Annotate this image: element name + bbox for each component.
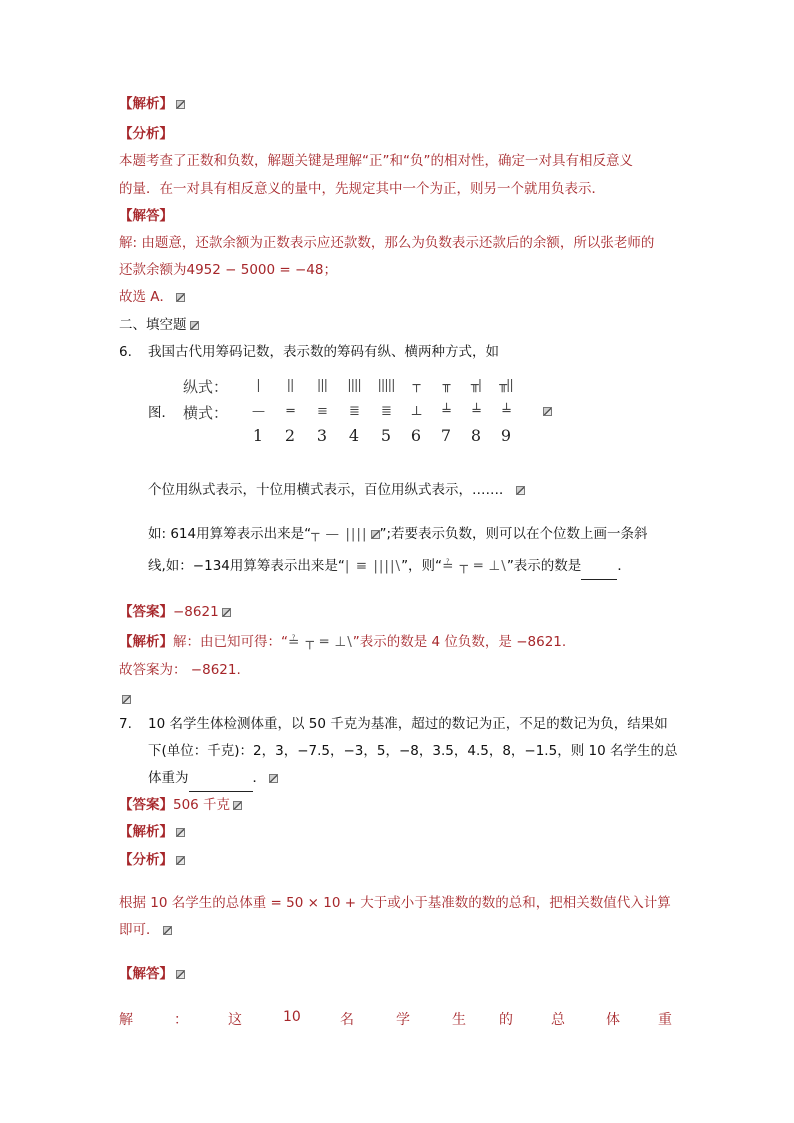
rod-horizontal-1: — [252, 404, 264, 419]
image-marker-icon [269, 774, 278, 783]
rod-vertical-5: ||||| [377, 378, 395, 393]
image-marker-icon [543, 407, 552, 416]
fenxi-7: 【分析】 [119, 850, 185, 870]
rods-minus-134: | ≡ ||||\ [344, 558, 402, 574]
jiexi-7: 【解析】 [119, 822, 185, 842]
solution-char: 10 [283, 1009, 301, 1025]
rod-horizontal-5: ≣ [381, 404, 391, 419]
rod-vertical-2: || [286, 378, 294, 393]
solution-line-2: 还款余额为4952 − 5000 = −48； [119, 262, 337, 278]
image-marker-icon [176, 293, 185, 302]
image-marker-icon [176, 828, 185, 837]
vertical-form-label: 纵式： [183, 378, 229, 396]
rod-digit-2: 2 [284, 426, 296, 445]
image-marker-icon [122, 695, 131, 704]
choose-answer: 故选 A． [119, 287, 185, 307]
image-marker-icon [222, 608, 231, 617]
rod-horizontal-2: ═ [286, 404, 294, 419]
question-6-line-3: 如: 614用算筹表示出来是“┬ — |||| ”;若要表示负数，则可以在个位数上画一条斜 [148, 526, 648, 542]
answer-blank-7 [189, 771, 253, 792]
rod-vertical-9: ╥|| [499, 378, 513, 393]
fenxi-7-line-1: 根据 10 名学生的总体重 = 50 × 10 + 大于或小于基准数的数的总和，把相关数值代入计算 [119, 895, 671, 911]
image-marker-icon [190, 321, 199, 330]
image-marker-icon [176, 856, 185, 865]
figure-label: 图． [148, 405, 175, 421]
solution-char: 重 [658, 1012, 672, 1028]
final-answer-6: 故答案为： −8621. [119, 662, 241, 678]
jieda-7: 【解答】 [119, 964, 185, 984]
rod-vertical-6: ┬ [412, 378, 420, 393]
rod-horizontal-7: ╧ [442, 404, 450, 419]
solution-line-1: 解: 由题意，还款余额为正数表示应还款数，那么为负数表示还款后的余额，所以张老师的 [119, 235, 655, 251]
rod-horizontal-6: ⊥ [410, 404, 422, 419]
solution-char: ： [174, 1012, 188, 1028]
rod-vertical-1: | [256, 378, 260, 393]
question-7-line-1: 10 名学生体检测体重，以 50 千克为基准，超过的数记为正，不足的数记为负，结果如 [148, 716, 668, 732]
solution-char: 名 [340, 1012, 354, 1028]
solution-char: 生 [452, 1012, 466, 1028]
rods-question-analysis: ≟ ┬ ═ ⊥\ [288, 634, 353, 650]
jieda-heading-1: 【解答】 [119, 208, 173, 224]
answer-7: 【答案】506 千克 [119, 795, 242, 815]
rod-vertical-3: ||| [316, 378, 328, 393]
question-6-line-2: 个位用纵式表示，十位用横式表示，百位用纵式表示，……． [148, 480, 525, 500]
rod-horizontal-3: ≡ [317, 404, 327, 419]
question-6-line-4: 线,如：−134用算筹表示出来是“| ≡ ||||\”，则“≟ ┬ ═ ⊥\”表示的数是 ． [148, 556, 631, 580]
solution-char: 体 [606, 1012, 620, 1028]
question-6-number: 6. [119, 344, 132, 360]
question-7-line-2: 下(单位：千克)：2，3，−7.5，−3，5，−8，3.5，4.5，8，−1.5，则 10 名学生的总 [148, 743, 678, 759]
solution-char: 学 [396, 1012, 410, 1028]
rod-horizontal-9: ╧ [502, 404, 510, 419]
jiexi-heading-1: 【解析】 [119, 94, 185, 114]
rods-614: ┬ — |||| [311, 526, 368, 542]
question-7-number: 7. [119, 716, 132, 732]
answer-blank-6 [581, 559, 617, 580]
rod-vertical-7: ╥ [442, 378, 450, 393]
answer-6: 【答案】−8621 [119, 602, 231, 622]
rod-digit-3: 3 [316, 426, 328, 445]
rods-question: ≟ ┬ ═ ⊥\ [442, 558, 507, 574]
image-marker-icon [516, 486, 525, 495]
question-6-text: 我国古代用筹码记数，表示数的筹码有纵、横两种方式，如 [148, 344, 499, 360]
fenxi-7-line-2: 即可． [119, 920, 172, 940]
image-marker-icon [176, 100, 185, 109]
jiexi-6: 【解析】解：由已知可得：“≟ ┬ ═ ⊥\”表示的数是 4 位负数，是 −8621. [119, 634, 567, 650]
image-marker-icon [163, 926, 172, 935]
analysis-text-line-1: 本题考查了正数和负数，解题关键是理解“正”和“负”的相对性，确定一对具有相反意义 [119, 153, 633, 169]
rod-vertical-8: ╥| [470, 378, 482, 393]
section-title: 二、填空题 [119, 315, 199, 335]
solution-char: 这 [228, 1012, 242, 1028]
rod-digit-9: 9 [500, 426, 512, 445]
rod-digit-4: 4 [348, 426, 360, 445]
rod-digit-6: 6 [410, 426, 422, 445]
fenxi-heading-1: 【分析】 [119, 126, 173, 142]
rod-horizontal-4: ≣ [349, 404, 359, 419]
question-7-line-3: 体重为 ． [148, 768, 278, 792]
rod-horizontal-8: ╧ [472, 404, 480, 419]
image-marker-icon [371, 530, 380, 539]
rod-vertical-4: |||| [347, 378, 361, 393]
solution-char: 总 [551, 1012, 565, 1028]
image-marker-icon [233, 801, 242, 810]
analysis-text-line-2: 的量．在一对具有相反意义的量中，先规定其中一个为正，则另一个就用负表示． [119, 181, 605, 197]
image-marker-icon [176, 970, 185, 979]
rod-digit-5: 5 [380, 426, 392, 445]
rod-digit-7: 7 [440, 426, 452, 445]
rod-digit-8: 8 [470, 426, 482, 445]
rod-digit-1: 1 [252, 426, 264, 445]
solution-char: 解 [119, 1012, 133, 1028]
horizontal-form-label: 横式： [183, 404, 229, 422]
solution-char: 的 [499, 1012, 513, 1028]
